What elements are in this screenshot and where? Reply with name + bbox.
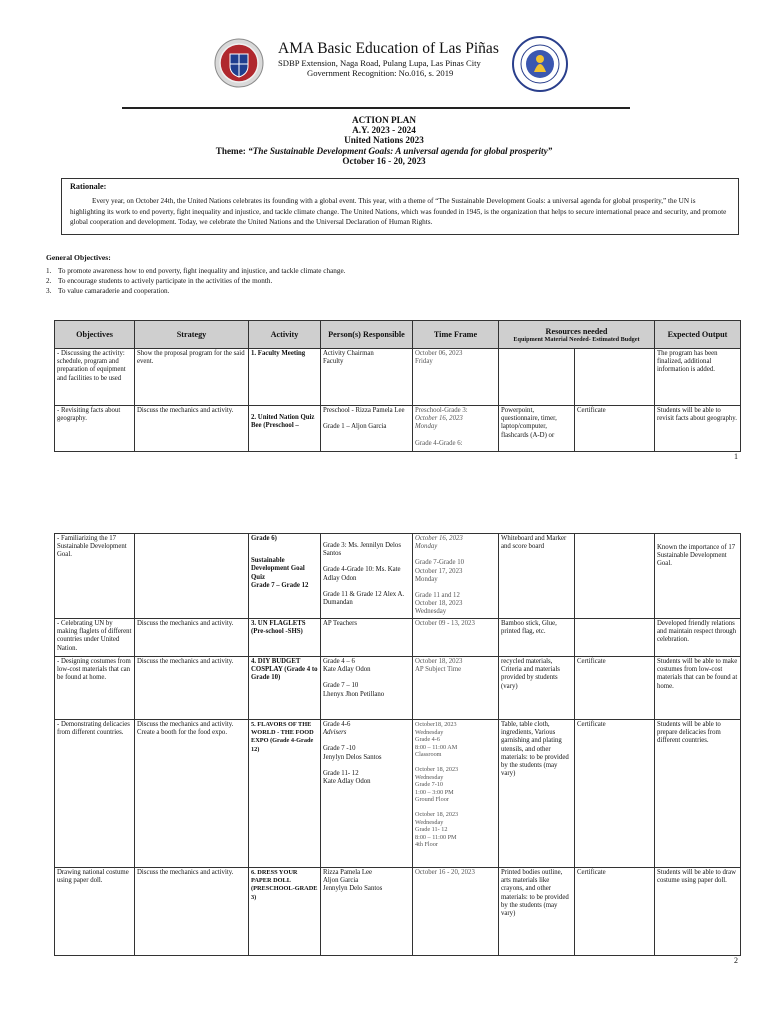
table-row: - Celebrating UN by making flaglets of different countries under United Nation. Discuss the mechanics and activity. 3. UN FLAGLETS (Pre-school -SHS) AP Teachers October 09 - 13, 2023 Bamboo stick, Glue, printed flag, etc. Developed friendly relations and maintain respect through celebration. (55, 619, 741, 657)
school-name: AMA Basic Education of Las Piñas (278, 40, 499, 57)
rationale-text: Every year, on October 24th, the United Nations celebrates its founding with a global event. This year, with a theme of “The Sustainable Development Goals: a universal agenda for global prosperity,” the UN is highlighting its work to end poverty, fight inequality and injustice, and tackle climate change. The United Nations, which was founded in 1945, is the organization that helps to secure international peace and security, and promote global cooperation and development. Today, we celebrate the United Nations and the Universal Declaration of Human Rights. (70, 197, 727, 227)
theme-line (0, 146, 768, 156)
rationale-heading: Rationale: (70, 182, 107, 191)
table-row: - Revisiting facts about geography. Discuss the mechanics and activity. 2. United Nation Quiz Bee (Preschool – Preschool - Rizza Pamela Lee Grade 1 – Aljon Garcia Preschool-Grade 3: October 16, 2023 Monday Grade 4-Grade 6: Powerpoint, questionnaire, timer, laptop/computer, flashcards (A-D) or Certificate Students will be able to revisit facts about geography. (55, 406, 741, 452)
academic-year: A.Y. 2023 - 2024 (352, 125, 416, 135)
deped-seal-icon (512, 36, 568, 92)
header-time-frame: Time Frame (413, 321, 499, 349)
header-objectives: Objectives (55, 321, 135, 349)
header-persons: Person(s) Responsible (321, 321, 413, 349)
event-dates: October 16 - 20, 2023 (342, 156, 426, 166)
table-row: - Designing costumes from low-cost materials that can be found at home. Discuss the mechanics and activity. 4. DIY BUDGET COSPLAY (Grade 4 to Grade 10) Grade 4 – 6 Kate Adlay Odon Grade 7 – 10 Lhenyx Jhon Petillano October 18, 2023 AP Subject Time recycled materials, Criteria and materials provided by students (vary) Certificate Students will be able to make costumes from low-cost materials that can be found at home. (55, 657, 741, 720)
plan-title: ACTION PLAN (351, 115, 417, 125)
ama-seal-icon (214, 38, 264, 88)
header-activity: Activity (249, 321, 321, 349)
objective-item: 2. To encourage students to actively participate in the activities of the month. (46, 277, 273, 285)
school-address: SDBP Extension, Naga Road, Pulang Lupa, Las Pinas City (278, 58, 481, 68)
table-row: Drawing national costume using paper doll. Discuss the mechanics and activity. 6. DRESS YOUR PAPER DOLL (PRESCHOOL-GRADE 3) Rizza Pamela Lee Aljon Garcia Jennylyn Delo Santos October 16 - 20, 2023 Printed bodies outline, arts materials like crayons, and other materials: to be provided by the students (may vary) Certificate Students will be able to draw costume using paper doll. (55, 868, 741, 956)
page-number: 2 (734, 956, 738, 965)
header-resources: Resources needed Equipment Material Needed- Estimated Budget (499, 321, 655, 349)
page-number: 1 (734, 452, 738, 461)
event-name: United Nations 2023 (344, 135, 424, 145)
header-divider (122, 107, 630, 109)
table-row: - Discussing the activity: schedule, program and preparation of equipment and facilities to be used Show the proposal program for the said event. 1. Faculty Meeting Activity Chairman Faculty October 06, 2023 Friday The program has been finalized, additional information is added. (55, 349, 741, 406)
header-strategy: Strategy (135, 321, 249, 349)
theme-text: “The Sustainable Development Goals: A universal agenda for global prosperity” (248, 146, 553, 156)
objective-item: 3. To value camaraderie and cooperation. (46, 287, 170, 295)
action-plan-table-page2 (54, 533, 741, 956)
header-expected-output: Expected Output (655, 321, 741, 349)
government-recognition: Government Recognition: No.016, s. 2019 (307, 68, 454, 78)
objectives-heading: General Objectives: (46, 253, 111, 262)
objective-item: 1. To promote awareness how to end poverty, fight inequality and injustice, and tackle climate change. (46, 267, 346, 275)
action-plan-table-page1 (54, 320, 741, 452)
theme-label: Theme: (215, 146, 249, 156)
table-row: - Demonstrating delicacies from different countries. Discuss the mechanics and activity. Create a booth for the food expo. 5. FLAVORS OF THE WORLD - THE FOOD EXPO (Grade 4-Grade 12) Grade 4-6 Advisers Grade 7 -10 Jenylyn Delos Santos Grade 11- 12 Kate Adlay Odon October18, 2023 Wednesday Grade 4-6 8:00 – 11:00 AM Classroom October 18, 2023 Wednesday Grade 7-10 1:00 – 3:00 PM Ground Floor October 18, 2023 Wednesday Grade 11- 12 8:00 – 11:00 PM 4th Floor Table, table cloth, ingredients, Various garnishing and plating utensils, and other materials: to be provided by the students (may vary) Certificate Students will be able to prepare delicacies from different countries. (55, 720, 741, 868)
table-row: - Familiarizing the 17 Sustainable Development Goal. Grade 6) Sustainable Development Goal Quiz Grade 7 – Grade 12 Grade 3: Ms. Jennilyn Delos Santos Grade 4-Grade 10: Ms. Kate Adlay Odon Grade 11 & Grade 12 Alex A. Dumandan October 16, 2023 Monday Grade 7-Grade 10 October 17, 2023 Monday Grade 11 and 12 October 18, 2023 Wednesday Whiteboard and Marker and score board Known the importance of 17 Sustainable Development Goal. (55, 534, 741, 619)
